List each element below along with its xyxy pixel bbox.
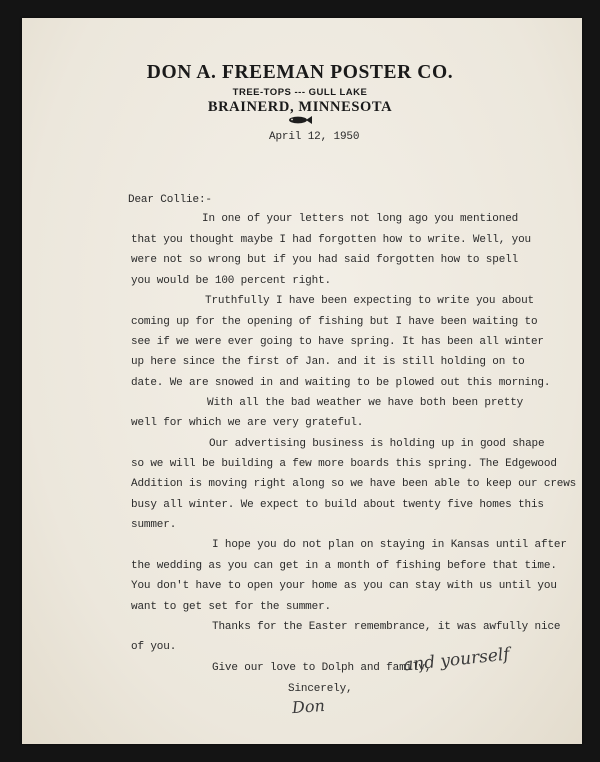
body-line: summer. — [131, 519, 177, 531]
body-line: up here since the first of Jan. and it is still holding on to — [131, 356, 525, 368]
body-line: that you thought maybe I had forgotten how to write. Well, you — [131, 234, 531, 246]
body-line: Thanks for the Easter remembrance, it was awfully nice — [212, 621, 561, 633]
body-line: the wedding as you can get in a month of fishing before that time. — [131, 560, 557, 572]
signature: Don — [291, 695, 326, 718]
handwritten-addition: and yourself — [402, 644, 511, 676]
body-line: of you. — [131, 641, 177, 653]
body-line: want to get set for the summer. — [131, 601, 331, 613]
body-line: were not so wrong but if you had said forgotten how to spell — [131, 254, 519, 266]
salutation: Dear Collie:- — [128, 194, 212, 206]
body-line: I hope you do not plan on staying in Kansas until after — [212, 539, 567, 551]
body-line: date. We are snowed in and waiting to be plowed out this morning. — [131, 377, 551, 389]
letter-date: April 12, 1950 — [269, 131, 360, 143]
body-line: You don't have to open your home as you can stay with us until you — [131, 580, 557, 592]
body-line: coming up for the opening of fishing but I have been waiting to — [131, 316, 538, 328]
company-subline: TREE-TOPS --- GULL LAKE — [232, 87, 368, 98]
company-name: DON A. FREEMAN POSTER CO. — [146, 62, 454, 83]
closing: Sincerely, — [288, 683, 353, 695]
fish-icon — [287, 115, 313, 125]
body-line: Addition is moving right along so we have been able to keep our crews — [131, 478, 577, 490]
body-line: so we will be building a few more boards this spring. The Edgewood — [131, 458, 557, 470]
body-line: you would be 100 percent right. — [131, 275, 331, 287]
body-line: well for which we are very grateful. — [131, 417, 364, 429]
body-line: Our advertising business is holding up in good shape — [209, 438, 545, 450]
company-city: BRAINERD, MINNESOTA — [207, 99, 393, 115]
body-line: Give our love to Dolph and family, — [212, 662, 432, 674]
body-line: In one of your letters not long ago you mentioned — [202, 213, 519, 225]
body-line: With all the bad weather we have both been pretty — [207, 397, 524, 409]
body-line: busy all winter. We expect to build about twenty five homes this — [131, 499, 544, 511]
body-line: see if we were ever going to have spring. It has been all winter — [131, 336, 544, 348]
body-line: Truthfully I have been expecting to write you about — [205, 295, 535, 307]
